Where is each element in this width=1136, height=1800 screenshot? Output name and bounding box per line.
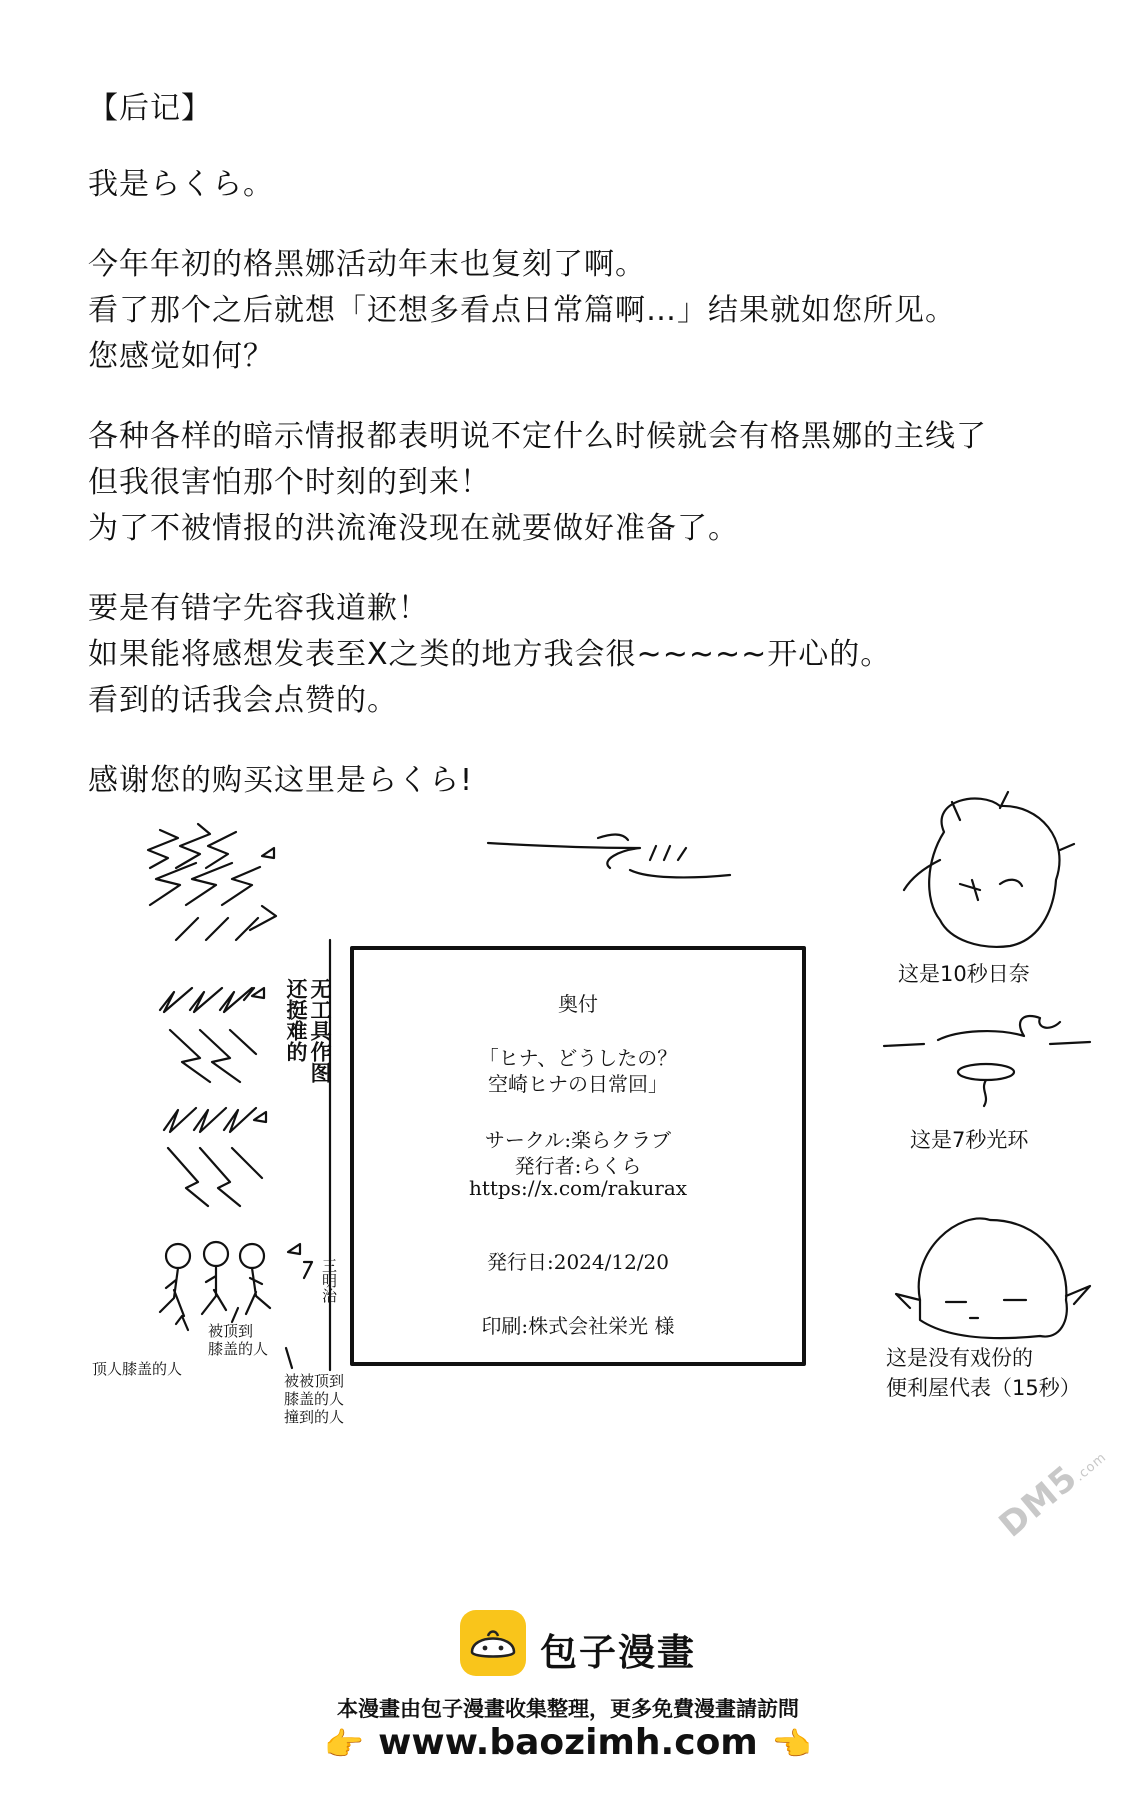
zigzag-figure [168, 1148, 262, 1206]
stick-figure-body [160, 1268, 184, 1316]
pointer-arrow [304, 1262, 312, 1278]
text-line: 各种各样的暗示情报都表明说不定什么时候就会有格黑娜的主线了 [88, 419, 987, 454]
knocked-note-1: 被被顶到 [284, 1372, 345, 1390]
watermark-text: DM5 [991, 1457, 1086, 1546]
watermark-sub: .com [1072, 1449, 1110, 1485]
text-line: 为了不被情报的洪流淹没现在就要做好准备了。 [88, 511, 739, 546]
sandwich-note: 三明治 [320, 1258, 338, 1303]
rep-face [946, 1300, 1026, 1318]
halo-sketch [938, 1016, 1060, 1040]
scribble-line [488, 843, 640, 868]
scribble-ground [630, 846, 730, 877]
zigzag-figure [164, 1108, 256, 1132]
zigzag-figure [170, 1030, 256, 1082]
scribble-mark [598, 835, 628, 841]
stick-figure-body [202, 1266, 226, 1314]
baozi-face-icon [458, 1608, 528, 1678]
colophon-url: https://x.com/rakurax [468, 1176, 688, 1200]
colophon-title-line1: 「ヒナ、どうしたの？ [478, 1046, 678, 1070]
hina-caption: 这是10秒日奈 [898, 962, 1030, 986]
pointer-arrow [232, 1308, 238, 1322]
zigzag-figure [148, 824, 236, 868]
stick-figure-head [240, 1244, 264, 1268]
no-tools-note-a: 无工具作图 [308, 978, 332, 1083]
colophon-box [350, 946, 806, 1366]
rep-caption-2: 便利屋代表（15秒） [886, 1376, 1081, 1400]
credit-line: 本漫畫由包子漫畫收集整理，更多免費漫畫請訪問 [337, 1697, 799, 1721]
knee-hit-note-1: 被顶到 [208, 1322, 254, 1340]
rep-hair-spike [896, 1286, 1090, 1308]
text-line: 我是らくら。 [88, 167, 274, 202]
knocked-note-2: 膝盖的人 [284, 1390, 345, 1408]
hina-eyes [960, 880, 1022, 900]
knee-hitter-note: 顶人膝盖的人 [92, 1360, 183, 1378]
pointing-hand-icon: 👈 [771, 1725, 812, 1763]
arrow-tip [262, 848, 274, 858]
text-line: 要是有错字先容我道歉！ [88, 591, 429, 626]
no-tools-note-b: 还挺难的 [284, 978, 308, 1062]
colophon-title-line2: 空崎ヒナの日常回」 [488, 1072, 668, 1096]
stick-figure-body [246, 1268, 270, 1314]
halo-ring [958, 1064, 1014, 1080]
pointer-arrow [286, 1348, 292, 1368]
text-line: 您感觉如何？ [88, 339, 274, 374]
zigzag-figure [150, 863, 260, 905]
colophon-publisher: 発行者:らくら [514, 1154, 642, 1178]
text-line: 看了那个之后就想「还想多看点日常篇啊…」结果就如您所见。 [88, 293, 956, 328]
zigzag-figure [176, 906, 276, 940]
colophon-date: 発行日:2024/12/20 [486, 1250, 669, 1274]
colophon-heading: 奥付 [558, 992, 598, 1016]
stick-figure-head [204, 1242, 228, 1266]
text-line: 如果能将感想发表至X之类的地方我会很~~~~~开心的。 [88, 637, 892, 672]
text-line: 今年年初的格黑娜活动年末也复刻了啊。 [88, 247, 646, 282]
rep-head-sketch [919, 1218, 1067, 1338]
colophon-printer: 印刷:株式会社栄光 様 [481, 1314, 675, 1338]
footer-url[interactable]: www.baozimh.com [378, 1722, 758, 1763]
footer-url-row [0, 1722, 1136, 1763]
arrow-tip [288, 1244, 300, 1254]
hina-head-sketch [929, 798, 1059, 946]
text-line: 感谢您的购买这里是らくら! [88, 763, 474, 798]
brand-name: 包子漫畫 [540, 1631, 696, 1674]
knocked-note-3: 撞到的人 [284, 1408, 345, 1426]
halo-drip [984, 1080, 986, 1106]
pointing-hand-icon: 👉 [324, 1725, 365, 1763]
afterword-title: 【后记】 [88, 91, 212, 126]
zigzag-figure [160, 988, 254, 1012]
site-watermark [992, 1435, 1113, 1546]
rep-caption-1: 这是没有戏份的 [886, 1346, 1033, 1370]
arrow-tip [254, 1112, 266, 1122]
stick-figure-head [166, 1244, 190, 1268]
pointer-arrow [176, 1316, 188, 1330]
text-line: 看到的话我会点赞的。 [88, 683, 398, 718]
knee-hit-note-2: 膝盖的人 [208, 1340, 269, 1358]
halo-line [884, 1042, 1090, 1046]
colophon-circle: サークル:楽らクラブ [484, 1128, 672, 1152]
halo-caption: 这是7秒光环 [910, 1128, 1029, 1152]
text-line: 但我很害怕那个时刻的到来！ [88, 465, 491, 500]
